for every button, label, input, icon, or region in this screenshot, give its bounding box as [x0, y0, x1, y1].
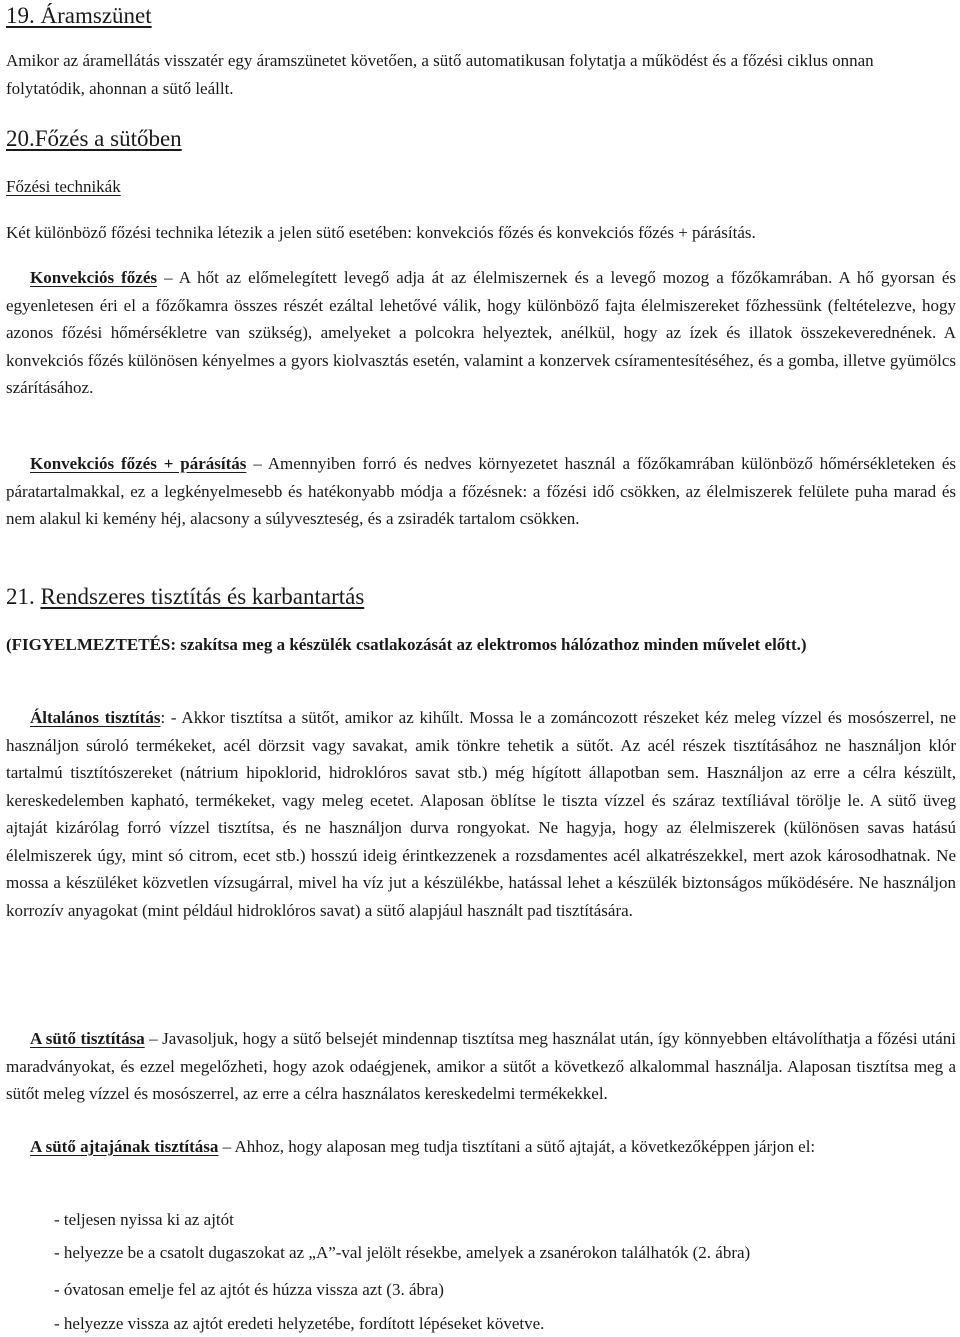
- section-19-title: [6, 2, 152, 30]
- door-cleaning-text: – Ahhoz, hogy alaposan meg tudja tisztítani a sütő ajtaját, a következőképpen járjon el:: [218, 1137, 816, 1156]
- section-20-subtitle-text: Főzési technikák: [6, 177, 121, 196]
- door-step-4: - helyezze vissza az ajtót eredeti helyzetébe, fordított lépéseket követve.: [54, 1314, 545, 1333]
- oven-cleaning-paragraph: [6, 1025, 956, 1108]
- convection-lead: Konvekciós főzés: [30, 268, 158, 287]
- oven-cleaning-lead: A sütő tisztítása: [30, 1029, 145, 1048]
- section-20-title-text: 20.Főzés a sütőben: [6, 126, 182, 151]
- general-cleaning-paragraph: [6, 704, 956, 924]
- section-21-warning: (FIGYELMEZTETÉS: szakítsa meg a készülék csatlakozását az elektromos hálózathoz minden művelet előtt.): [6, 635, 807, 654]
- oven-cleaning-text: – Javasoljuk, hogy a sütő belsejét mindennap tisztítsa meg használat után, így könnyebben eltávolíthatja a főzési utáni maradványokat, és ezzel megelőzheti, hogy azok odaégjenek, amikor a sütőt a következő alkalommal használja. Alaposan tisztítsa meg a sütőt meleg vízzel és mosószerrel, az erre a célra használatos kereskedelmi termékekkel.: [6, 1029, 957, 1103]
- door-step-1: - teljesen nyissa ki az ajtót: [54, 1210, 234, 1229]
- section-21-title-number: 21.: [6, 584, 35, 609]
- door-step-2: - helyezze be a csatolt dugaszokat az „A”-val jelölt résekbe, amelyek a zsanérokon találhatók (2. ábra): [54, 1243, 751, 1262]
- section-20-intro: Két különböző főzési technika létezik a jelen sütő esetében: konvekciós főzés és konvekciós főzés + párásítás.: [6, 223, 756, 242]
- convection-steam-lead: Konvekciós főzés + párásítás: [30, 454, 247, 473]
- section-21-title: [6, 583, 364, 611]
- section-21-title-text: Rendszeres tisztítás és karbantartás: [40, 584, 365, 609]
- convection-text: – A hőt az előmelegített levegő adja át az élelmiszernek és a levegő mozog a főzőkamrában. A hő gyorsan és egyenletesen éri el a főzőkamra összes részét ezáltal lehetővé válik, hogy különböző fajta élelmiszereket főzhessünk (feltételezve, hogy azonos főzési hőmérsékletre van szükség), amelyeket a polcokra helyeztek, anélkül, hogy az ízek és illatok összekeverednének. A konvekciós főzés különösen kényelmes a gyors kiolvasztás esetén, valamint a konzervek csíramentesítéséhez, és a gomba, illetve gyümölcs szárításához.: [6, 268, 956, 397]
- general-cleaning-lead: Általános tisztítás: [30, 708, 161, 727]
- general-cleaning-text: : - Akkor tisztítsa a sütőt, amikor az kihűlt. Mossa le a zománcozott részeket kéz meleg vízzel és mosószerrel, ne használjon súroló termékeket, acél dörzsit vagy savakat, amik tönkre tehetik a sütőt. Az acél részek tisztításához ne használjon klór tartalmú tisztítószereket (nátrium hipoklorid, hidroklóros savat stb.) még hígított állapotban sem. Használjon az erre a célra készült, kereskedelemben kapható, termékeket, vagy meleg ecetet. Alaposan öblítse le tiszta vízzel és száraz textíliával törölje le. A sütő üveg ajtaját kizárólag forró vízzel tisztítsa, és ne használjon durva rongyokat. Ne hagyja, hogy az élelmiszerek (különösen savas hatású élelmiszerek úgy, mint só citrom, ecet stb.) hosszú ideig érintkezzenek a rozsdamentes acél alkatrészekkel, mert azok károsodhatnak. Ne mossa a készüléket közvetlen vízsugárral, mivel ha víz jut a készülékbe, hatással lehet a készülék biztonságos működésére. Ne használjon korrozív anyagokat (mint például hidroklóros savat) a sütő alapjául használt pad tisztítására.: [6, 708, 956, 920]
- door-cleaning-paragraph: [6, 1133, 956, 1161]
- section-20-title: [6, 125, 182, 153]
- convection-paragraph: [6, 264, 956, 402]
- section-20-subtitle: [6, 176, 121, 198]
- section-19-body: Amikor az áramellátás visszatér egy áramszünetet követően, a sütő automatikusan folytatja a működést és a főzési ciklus onnan folytatódik, ahonnan a sütő leállt.: [6, 51, 874, 98]
- section-19-title-text: 19. Áramszünet: [6, 3, 152, 28]
- door-cleaning-lead: A sütő ajtajának tisztítása: [30, 1137, 219, 1156]
- door-step-3: - óvatosan emelje fel az ajtót és húzza vissza azt (3. ábra): [54, 1280, 444, 1299]
- convection-steam-text: – Amennyiben forró és nedves környezetet használ a főzőkamrában különböző hőmérsékleteken és páratartalmakkal, ez a legkényelmesebb és hatékonyabb módja a főzésnek: a főzési idő csökken, az élelmiszerek felülete puha marad és nem alakul ki kemény héj, alacsony a súlyveszteség, és a zsiradék tartalom csökken.: [6, 454, 957, 528]
- convection-steam-paragraph: [6, 450, 956, 533]
